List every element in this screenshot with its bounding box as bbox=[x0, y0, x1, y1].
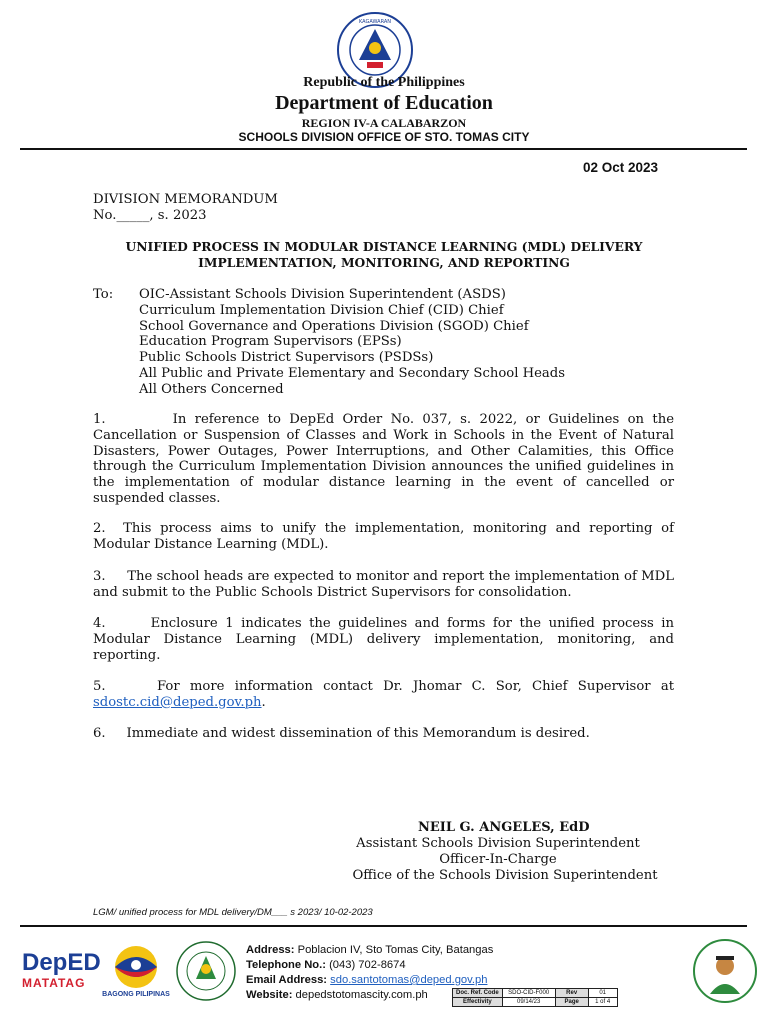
memo-title-line2: IMPLEMENTATION, MONITORING, AND REPORTING bbox=[198, 255, 570, 270]
department-title: Department of Education bbox=[275, 92, 493, 114]
paragraph-4: 4. Enclosure 1 indicates the guidelines and forms for the unified process in Modular Distance Learning (MDL) delivery implementation, monitoring, and reporting. bbox=[93, 616, 679, 663]
paragraph-5 bbox=[93, 679, 674, 711]
recipient-item: School Governance and Operations Division (SGOD) Chief bbox=[139, 318, 529, 334]
address-label: Address: bbox=[246, 944, 295, 956]
document-control-table bbox=[452, 988, 618, 1007]
paragraph-5-text: 5. For more information contact Dr. Jhomar C. Sor, Chief Supervisor at bbox=[93, 679, 674, 694]
recipient-item: Education Program Supervisors (EPSs) bbox=[139, 334, 402, 350]
phone-value: (043) 702-8674 bbox=[329, 959, 406, 971]
paragraph-5-end: . bbox=[261, 694, 266, 710]
recipient-item: Public Schools District Supervisors (PSDSs) bbox=[139, 350, 434, 366]
sdo-email-link[interactable]: sdo.santotomas@deped.gov.ph bbox=[330, 974, 488, 986]
recipient-item: OIC-Assistant Schools Division Superintendent (ASDS) bbox=[139, 287, 506, 302]
deped-matatag-logo bbox=[22, 950, 101, 990]
website-value[interactable]: depedstotomascity.com.ph bbox=[295, 989, 428, 1001]
rev-label: Rev bbox=[555, 989, 588, 998]
recipient-item: All Others Concerned bbox=[139, 381, 284, 397]
rev-value: 01 bbox=[588, 989, 617, 998]
office-line: SCHOOLS DIVISION OFFICE OF STO. TOMAS CITY bbox=[238, 130, 530, 144]
footer-divider bbox=[20, 925, 747, 927]
effectivity-value: 09/14/23 bbox=[502, 998, 555, 1007]
memo-date: 02 Oct 2023 bbox=[583, 160, 659, 175]
page-value: 1 of 4 bbox=[588, 998, 617, 1007]
header-divider bbox=[20, 148, 747, 150]
website-label: Website: bbox=[246, 989, 293, 1001]
tomasino-logo-icon bbox=[692, 938, 758, 1004]
republic-line: Republic of the Philippines bbox=[303, 75, 465, 90]
memo-number: No._____, s. 2023 bbox=[93, 208, 207, 223]
paragraph-6: 6. Immediate and widest dissemination of this Memorandum is desired. bbox=[93, 726, 590, 741]
phone-label: Telephone No.: bbox=[246, 959, 326, 971]
svg-text:KAGAWARAN: KAGAWARAN bbox=[358, 19, 392, 25]
deped-wordmark: DepED bbox=[22, 949, 101, 976]
effectivity-label: Effectivity bbox=[453, 998, 503, 1007]
signatory-title-2: Officer-In-Charge bbox=[439, 852, 557, 867]
signatory-name: NEIL G. ANGELES, EdD bbox=[418, 820, 590, 835]
address-value: Poblacion IV, Sto Tomas City, Batangas bbox=[297, 944, 494, 956]
reference-line: LGM/ unified process for MDL delivery/DM___ s 2023/ 10-02-2023 bbox=[93, 907, 373, 918]
to-label: To: bbox=[93, 287, 114, 302]
paragraph-1: 1. In reference to DepEd Order No. 037, s. 2022, or Guidelines on the Cancellation or Suspension of Classes and Work in Schools in the Event of Natural Disasters, Power Outages, Power Interruptions, and Other Calamities, this Office through the Curriculum Implementation Division announces the unified guidelines in the implementation of modular distance learning in the event of cancelled or suspended classes. bbox=[93, 412, 679, 506]
recipient-item: All Public and Private Elementary and Secondary School Heads bbox=[139, 365, 565, 381]
doc-ref-label: Doc. Ref. Code bbox=[453, 989, 503, 998]
paragraph-2: 2. This process aims to unify the implementation, monitoring and reporting of Modular Distance Learning (MDL). bbox=[93, 521, 679, 552]
signatory-title-3: Office of the Schools Division Superintendent bbox=[352, 868, 658, 883]
matatag-wordmark: MATATAG bbox=[22, 976, 86, 990]
cid-email-link[interactable]: sdostc.cid@deped.gov.ph bbox=[93, 694, 262, 710]
bagong-pilipinas-label: BAGONG PILIPINAS bbox=[102, 991, 170, 998]
paragraph-3: 3. The school heads are expected to monitor and report the implementation of MDL and submit to the Public Schools District Supervisors for consolidation. bbox=[93, 569, 679, 600]
recipient-list bbox=[139, 287, 565, 398]
memo-title-line1: UNIFIED PROCESS IN MODULAR DISTANCE LEARNING (MDL) DELIVERY bbox=[125, 239, 643, 254]
bagong-pilipinas-icon bbox=[107, 943, 165, 991]
recipient-item: Curriculum Implementation Division Chief (CID) Chief bbox=[139, 302, 504, 318]
memo-type: DIVISION MEMORANDUM bbox=[93, 192, 278, 207]
region-line: REGION IV-A CALABARZON bbox=[301, 116, 467, 130]
signatory-title-1: Assistant Schools Division Superintendent bbox=[356, 836, 640, 851]
page-label: Page bbox=[555, 998, 588, 1007]
email-label: Email Address: bbox=[246, 974, 328, 986]
doc-ref-value: SDO-CID-F000 bbox=[502, 989, 555, 998]
division-seal-icon bbox=[176, 941, 236, 1001]
